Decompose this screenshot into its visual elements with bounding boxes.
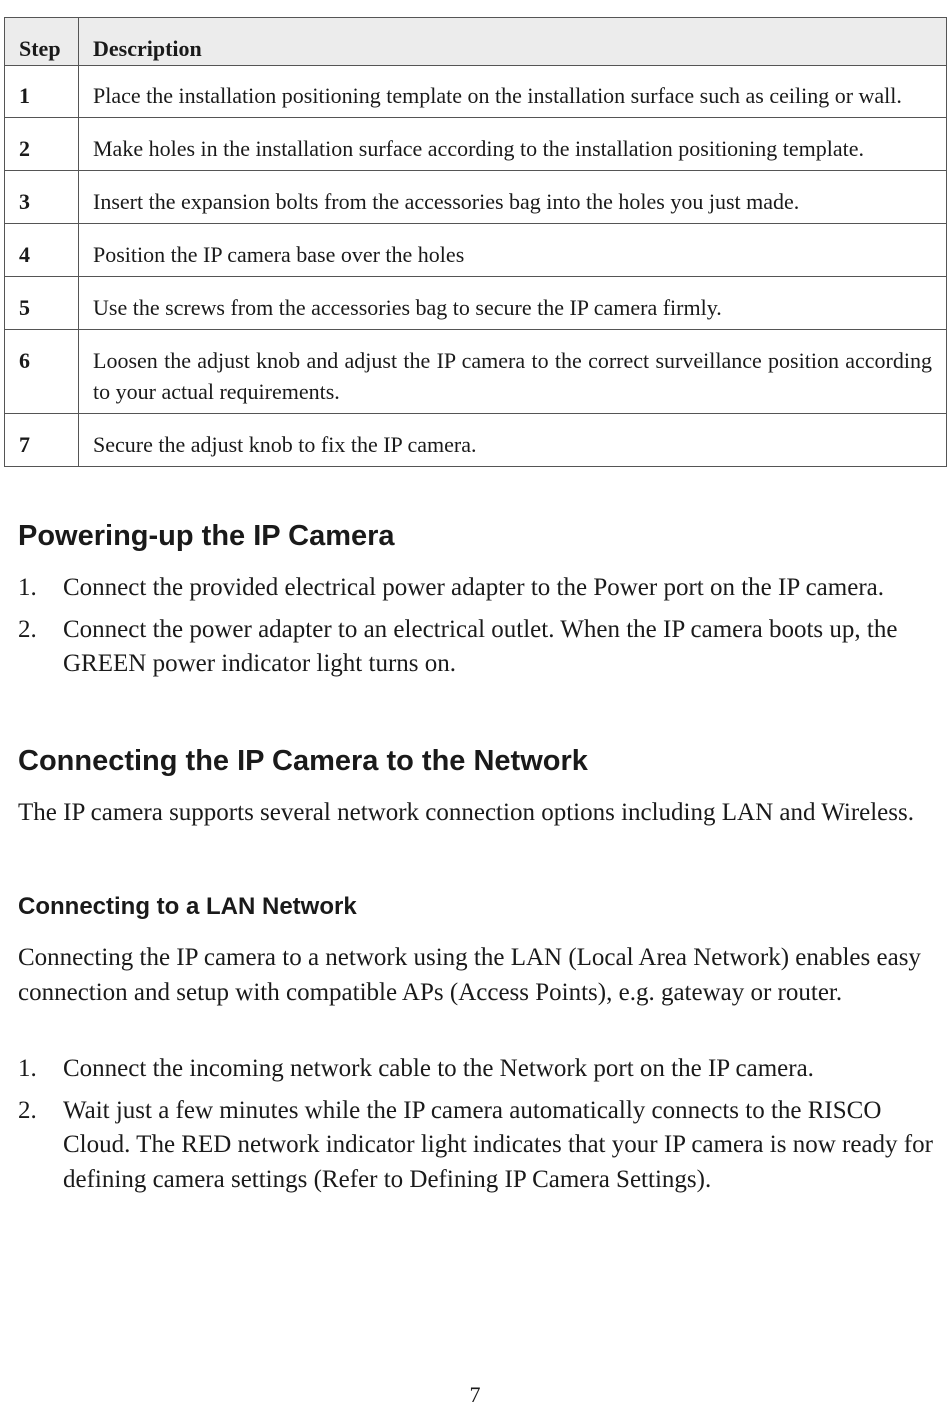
lan-network-heading: Connecting to a LAN Network — [18, 893, 357, 920]
step-description: Position the IP camera base over the holes — [79, 224, 947, 277]
step-description: Secure the adjust knob to fix the IP camera. — [79, 414, 947, 467]
lan-intro-paragraph: Connecting the IP camera to a network using the LAN (Local Area Network) enables easy connection and setup with compatible APs (Access Points), e.g. gateway or router. — [18, 944, 921, 1006]
list-item — [18, 613, 934, 682]
list-item-number: 2. — [18, 615, 37, 643]
step-column-header: Step — [5, 18, 79, 66]
step-description: Insert the expansion bolts from the accessories bag into the holes you just made. — [79, 171, 947, 224]
step-number: 4 — [5, 224, 79, 277]
table-row — [5, 277, 947, 330]
step-number: 2 — [5, 118, 79, 171]
list-item-number: 2. — [18, 1096, 37, 1124]
table-row — [5, 171, 947, 224]
step-number: 7 — [5, 414, 79, 467]
step-description: Place the installation positioning template on the installation surface such as ceiling or wall. — [79, 66, 947, 118]
table-row — [5, 66, 947, 118]
list-item — [18, 1094, 934, 1198]
step-number: 5 — [5, 277, 79, 330]
page-number: 7 — [469, 1382, 481, 1407]
step-number: 6 — [5, 330, 79, 414]
list-item-text: Connect the power adapter to an electrical outlet. When the IP camera boots up, the GREEN power indicator light turns on. — [63, 615, 898, 677]
description-column-header: Description — [79, 18, 947, 66]
installation-steps-table — [4, 17, 947, 467]
list-item-number: 1. — [18, 1055, 37, 1082]
powering-up-heading: Powering-up the IP Camera — [18, 520, 395, 552]
table-row — [5, 224, 947, 277]
step-number: 1 — [5, 66, 79, 118]
step-description: Loosen the adjust knob and adjust the IP camera to the correct surveillance position according to your actual requirements. — [79, 330, 947, 414]
list-item-number: 1. — [18, 574, 37, 601]
list-item-text: Connect the provided electrical power adapter to the Power port on the IP camera. — [63, 574, 884, 601]
table-row — [5, 118, 947, 171]
step-description: Use the screws from the accessories bag to secure the IP camera firmly. — [79, 277, 947, 330]
network-options-paragraph: The IP camera supports several network connection options including LAN and Wireless. — [18, 799, 914, 826]
table-row — [5, 414, 947, 467]
list-item — [18, 1052, 934, 1087]
connecting-network-heading: Connecting the IP Camera to the Network — [18, 745, 588, 777]
lan-steps — [18, 1052, 934, 1204]
table-header-row — [5, 18, 947, 66]
step-number: 3 — [5, 171, 79, 224]
list-item — [18, 571, 934, 606]
list-item-text: Wait just a few minutes while the IP camera automatically connects to the RISCO Cloud. The RED network indicator light indicates that your IP camera is now ready for defining camera settings (Refer to Defining IP Camera Settings). — [63, 1096, 933, 1193]
list-item-text: Connect the incoming network cable to the Network port on the IP camera. — [63, 1055, 814, 1082]
table-row — [5, 330, 947, 414]
step-description: Make holes in the installation surface according to the installation positioning template. — [79, 118, 947, 171]
powering-up-steps — [18, 571, 934, 689]
